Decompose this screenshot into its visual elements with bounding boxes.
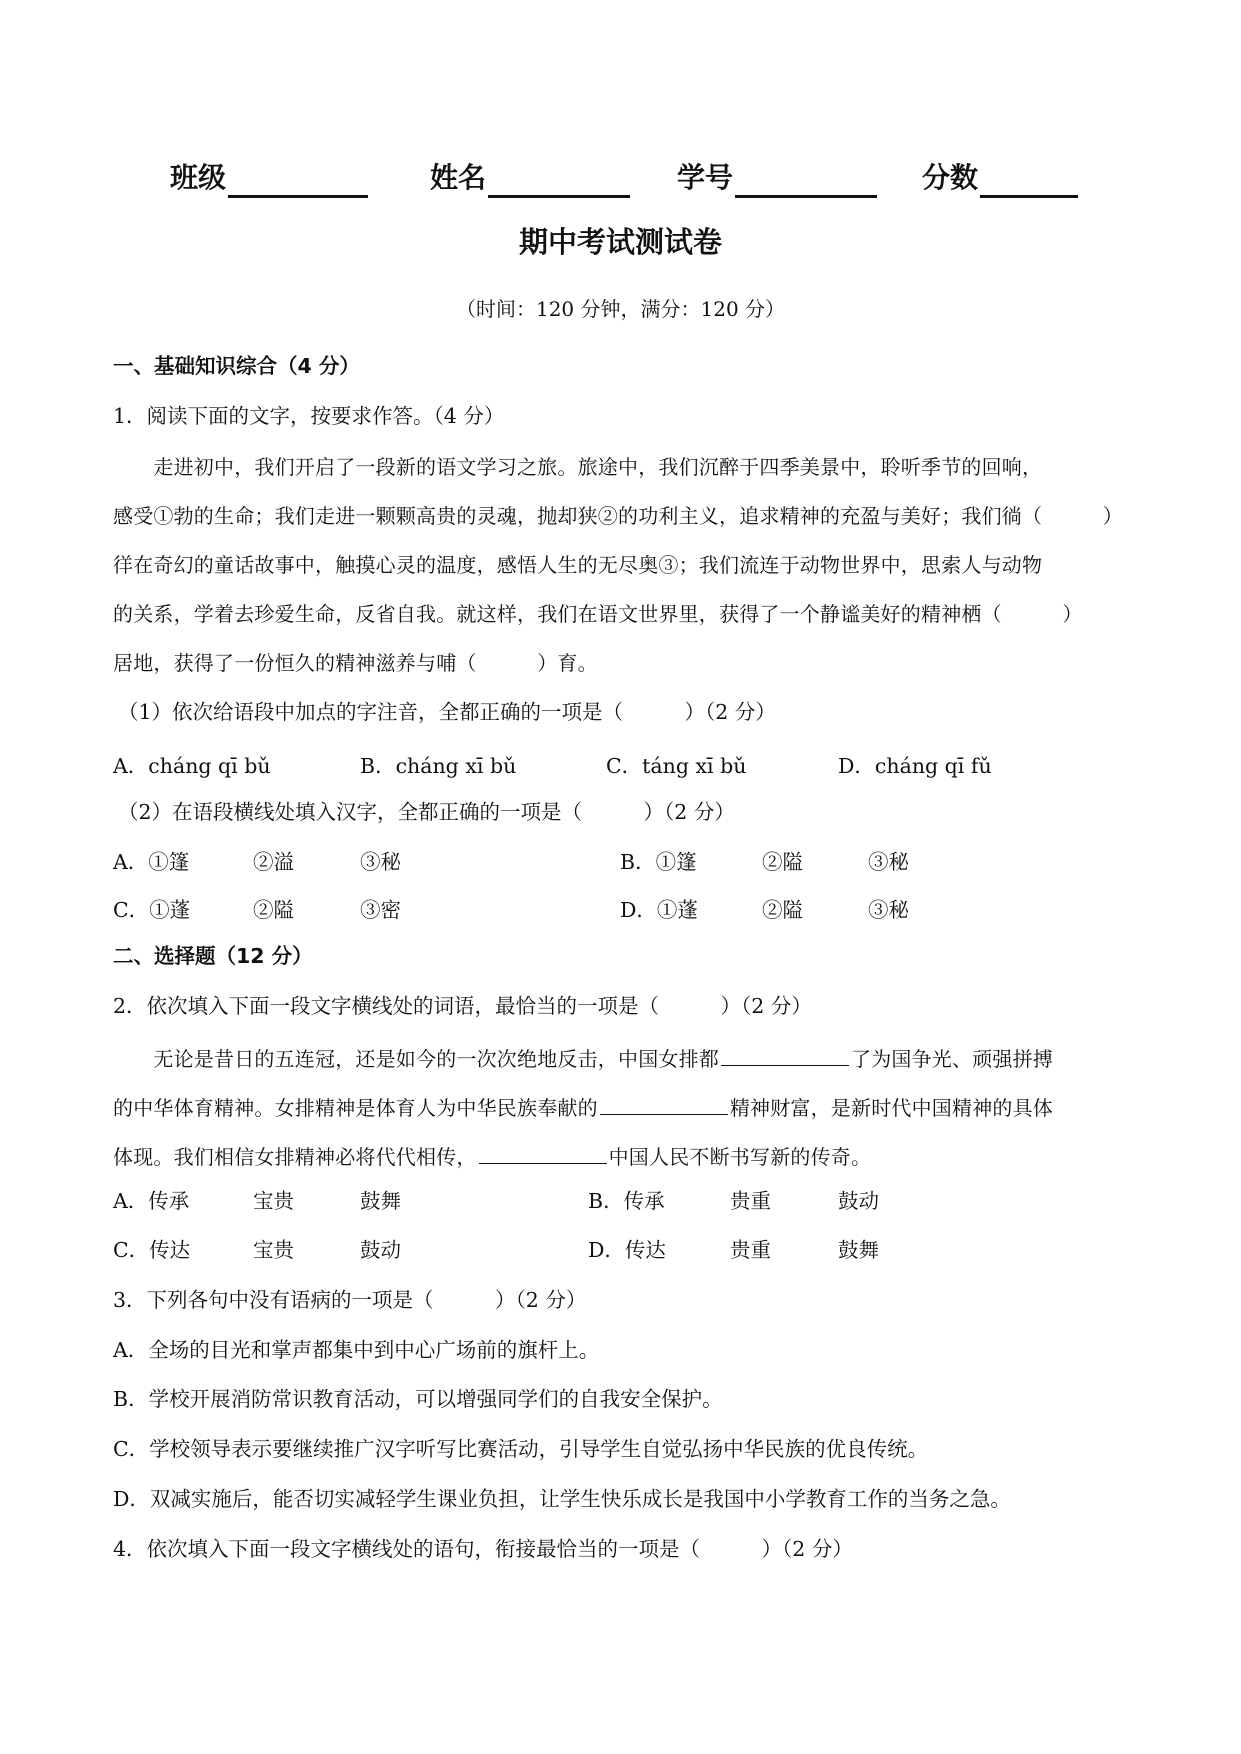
id-blank[interactable]: [735, 165, 877, 198]
q2-option-c-part2: 宝贵: [253, 1238, 294, 1262]
q4-stem: 4．依次填入下面一段文字横线处的语句，衔接最恰当的一项是（ ）（2 分）: [113, 1537, 853, 1561]
q1-sub2-option-b-part3: ③秘: [868, 850, 909, 874]
q1-passage-line: 居地，获得了一份恒久的精神滋养与哺（ ）育。: [113, 651, 598, 675]
q2-option-d[interactable]: D．传达: [588, 1238, 666, 1262]
q1-sub2-option-d[interactable]: [620, 894, 698, 926]
q1-sub1-stem: （1）依次给语段中加点的字注音，全都正确的一项是（ ）（2 分）: [118, 700, 776, 724]
q3-option-b[interactable]: B．学校开展消防常识教育活动，可以增强同学们的自我安全保护。: [113, 1387, 723, 1411]
q1-sub2-option-d-part2: ②隘: [762, 898, 803, 922]
q1-sub2-option-d-part3: ③秘: [868, 898, 909, 922]
q1-sub2-option-c-part3: ③密: [360, 898, 401, 922]
option-part: B．①篷: [620, 850, 697, 874]
q3-stem: 3．下列各句中没有语病的一项是（ ）（2 分）: [113, 1288, 587, 1312]
option-part: D．①蓬: [620, 898, 698, 922]
q2-option-a[interactable]: A．传承: [113, 1189, 190, 1213]
name-blank[interactable]: [488, 165, 630, 198]
class-blank[interactable]: [228, 165, 368, 198]
q2-option-c-part3: 鼓动: [360, 1238, 401, 1262]
option-part: C．①蓬: [113, 898, 191, 922]
fill-blank-3[interactable]: [479, 1141, 607, 1164]
exam-duration-note: （时间：120 分钟，满分：120 分）: [455, 297, 786, 321]
q1-sub2-option-a-part2: ②溢: [253, 850, 294, 874]
q2-option-b-part3: 鼓动: [838, 1189, 879, 1213]
q1-stem: 1．阅读下面的文字，按要求作答。（4 分）: [113, 404, 505, 428]
q3-option-c[interactable]: C．学校领导表示要继续推广汉字听写比赛活动，引导学生自觉弘扬中华民族的优良传统。: [113, 1437, 929, 1461]
q1-passage-line: 徉在奇幻的童话故事中，触摸心灵的温度，感悟人生的无尽奥③；我们流连于动物世界中，思索人与动物: [113, 553, 1043, 577]
option-part: A．①篷: [113, 850, 190, 874]
q1-passage: [113, 443, 1123, 688]
class-label: 班级: [170, 161, 227, 194]
id-field: [677, 158, 877, 198]
text-segment: 的中华体育精神。女排精神是体育人为中华民族奉献的: [113, 1096, 598, 1120]
q2-passage-line: [113, 1035, 1123, 1084]
score-blank[interactable]: [980, 165, 1078, 198]
fill-blank-1[interactable]: [721, 1043, 849, 1066]
q1-sub1-option-a[interactable]: A．cháng qī bǔ: [113, 754, 271, 778]
q1-sub2-option-b[interactable]: [620, 846, 697, 878]
name-field: [430, 158, 630, 198]
q2-passage: [113, 1035, 1123, 1182]
q2-stem: 2．依次填入下面一段文字横线处的词语，最恰当的一项是（ ）（2 分）: [113, 994, 812, 1018]
q1-sub2-option-c-part2: ②隘: [253, 898, 294, 922]
q2-option-d-part2: 贵重: [730, 1238, 771, 1262]
text-segment: 了为国争光、顽强拼搏: [851, 1047, 1053, 1071]
q1-sub2-option-a[interactable]: [113, 846, 189, 878]
q1-sub1-option-b[interactable]: B．cháng xī bǔ: [360, 754, 517, 778]
class-field: [170, 158, 368, 198]
q2-option-a-part3: 鼓舞: [360, 1189, 401, 1213]
q3-option-a[interactable]: A．全场的目光和掌声都集中到中心广场前的旗杆上。: [113, 1338, 600, 1362]
q1-sub2-option-c[interactable]: [113, 894, 190, 926]
q1-sub2-option-a-part3: ③秘: [360, 850, 401, 874]
fill-blank-2[interactable]: [600, 1092, 728, 1115]
q1-passage-line: 走进初中，我们开启了一段新的语文学习之旅。旅途中，我们沉醉于四季美景中，聆听季节的回响，: [113, 455, 1043, 479]
q2-option-b[interactable]: B．传承: [588, 1189, 665, 1213]
score-field: [922, 158, 1078, 198]
q1-sub1-option-c[interactable]: C．táng xī bǔ: [606, 754, 747, 778]
section2-heading: 二、选择题（12 分）: [113, 944, 313, 968]
page-title: 期中考试测试卷: [518, 225, 722, 259]
text-segment: 精神财富，是新时代中国精神的具体: [729, 1096, 1054, 1120]
q1-sub2-option-b-part2: ②隘: [762, 850, 803, 874]
text-segment: 中国人民不断书写新的传奇。: [608, 1145, 872, 1169]
q3-option-d[interactable]: D．双减实施后，能否切实减轻学生课业负担，让学生快乐成长是我国中小学教育工作的当务之急。: [113, 1487, 1011, 1511]
q2-passage-line: [113, 1084, 1123, 1133]
q1-passage-line: 感受①勃的生命；我们走进一颗颗高贵的灵魂，抛却狭②的功利主义，追求精神的充盈与美好；我们徜（ ）: [113, 504, 1123, 528]
q2-option-c[interactable]: C．传达: [113, 1238, 191, 1262]
q1-sub2-stem: （2）在语段横线处填入汉字，全都正确的一项是（ ）（2 分）: [118, 800, 735, 824]
q2-option-b-part2: 贵重: [730, 1189, 771, 1213]
section1-heading: 一、基础知识综合（4 分）: [113, 354, 360, 378]
q2-passage-line: [113, 1133, 1123, 1182]
text-segment: 体现。我们相信女排精神必将代代相传，: [113, 1145, 477, 1169]
score-label: 分数: [922, 161, 979, 194]
q1-passage-line: 的关系，学着去珍爱生命，反省自我。就这样，我们在语文世界里，获得了一个静谧美好的精神栖（ ）: [113, 602, 1083, 626]
q2-option-d-part3: 鼓舞: [838, 1238, 879, 1262]
student-info-row: [0, 158, 1241, 198]
name-label: 姓名: [430, 161, 487, 194]
q1-sub1-option-d[interactable]: D．cháng qī fǔ: [838, 754, 992, 778]
q2-option-a-part2: 宝贵: [253, 1189, 294, 1213]
id-label: 学号: [677, 161, 734, 194]
text-segment: 无论是昔日的五连冠，还是如今的一次次绝地反击，中国女排都: [113, 1047, 719, 1071]
